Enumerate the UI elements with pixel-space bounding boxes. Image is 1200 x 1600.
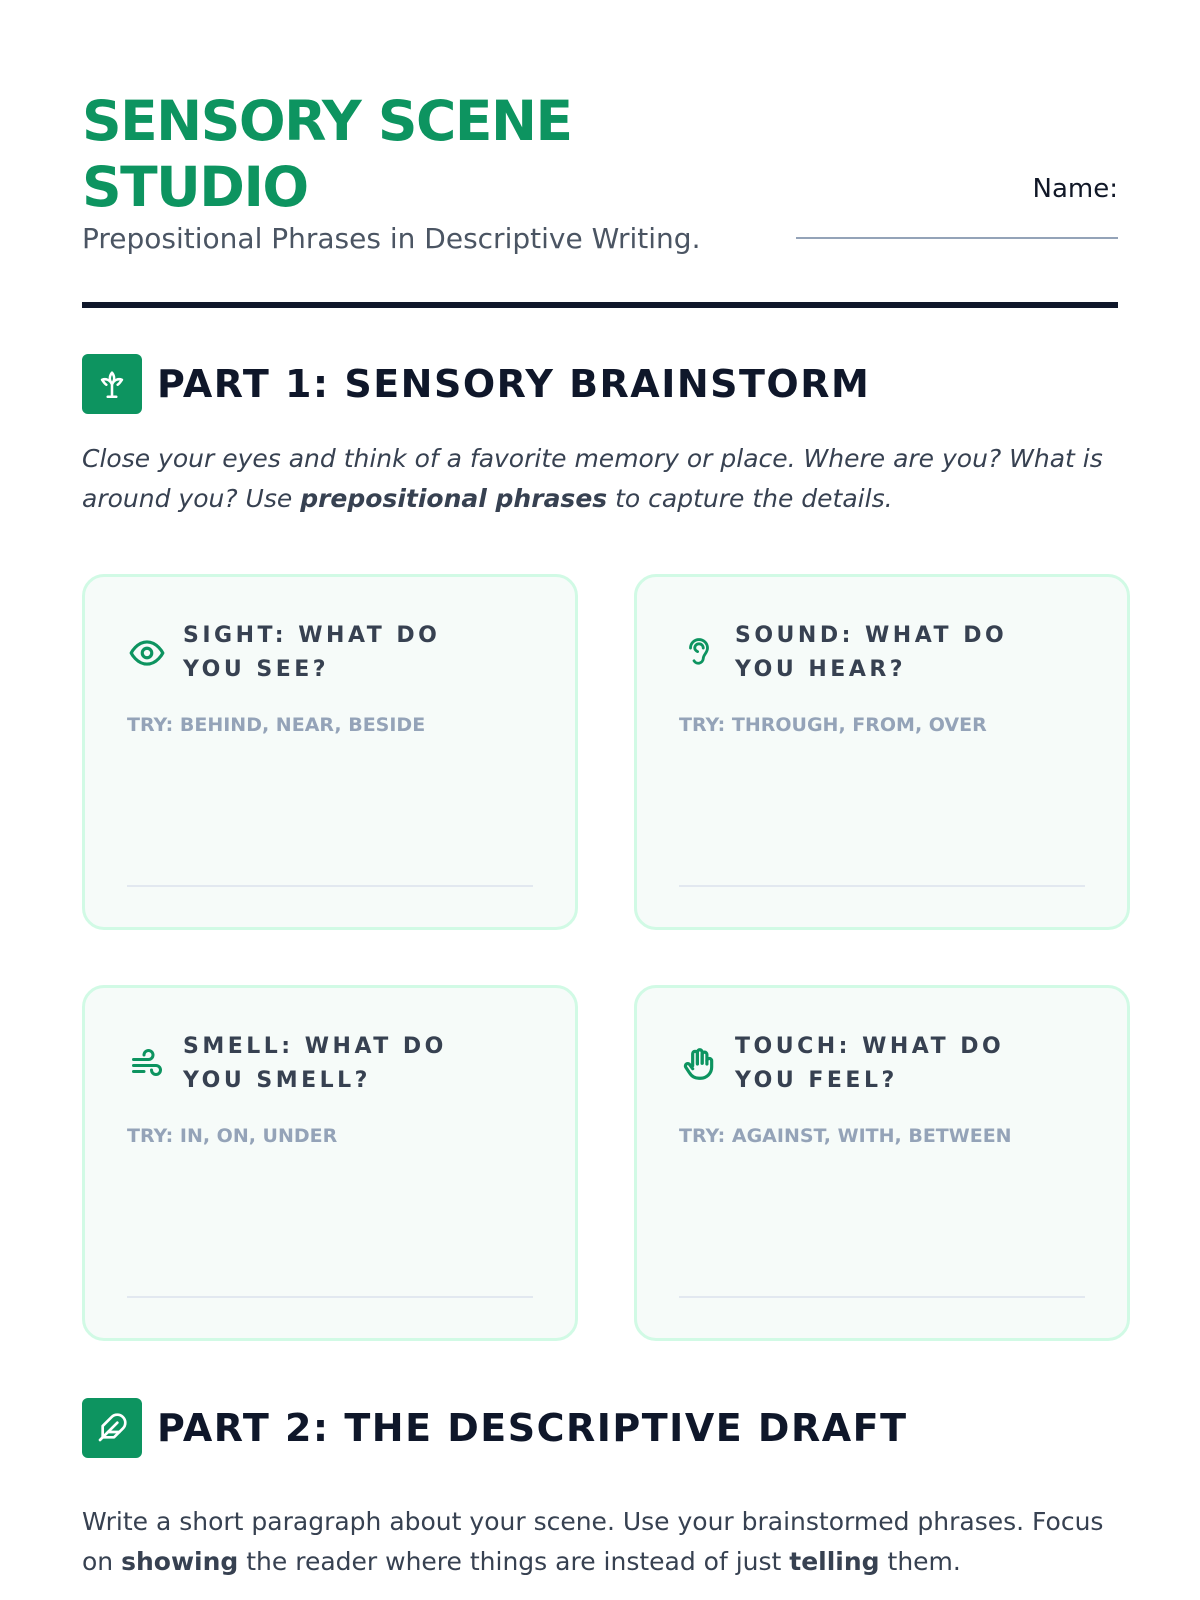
hand-icon (677, 1042, 721, 1086)
header-divider (82, 302, 1118, 308)
part2-instructions-text-b: the reader where things are instead of just (238, 1547, 790, 1576)
card-title: TOUCH: WHAT DO YOU FEEL? (735, 1034, 1005, 1093)
worksheet-header (82, 0, 1118, 310)
part2-title: PART 2: THE DESCRIPTIVE DRAFT (157, 1406, 908, 1450)
palm-tree-icon (82, 354, 142, 414)
card-title: SOUND: WHAT DO YOU HEAR? (735, 623, 1008, 682)
part1-instructions-text-a: Close your eyes and think of a favorite memory or place. Where are you? What is around you? Use (82, 444, 1103, 513)
part2-instructions (82, 1502, 1132, 1582)
part1-instructions (82, 439, 1132, 519)
part1-instructions-bold: prepositional phrases (300, 484, 608, 513)
part2-instructions-text-c: them. (879, 1547, 961, 1576)
touch-card[interactable] (634, 985, 1130, 1341)
part1-heading (82, 354, 870, 414)
card-title: SMELL: WHAT DO YOU SMELL? (183, 1034, 447, 1093)
sight-card[interactable] (82, 574, 578, 930)
part2-heading (82, 1398, 908, 1458)
card-header (677, 619, 1035, 687)
part2-instructions-bold-showing: showing (121, 1547, 239, 1576)
sound-card[interactable] (634, 574, 1130, 930)
card-answer-line[interactable] (127, 885, 533, 887)
smell-card[interactable] (82, 985, 578, 1341)
ear-icon (677, 631, 721, 675)
feather-icon (82, 1398, 142, 1458)
card-answer-line[interactable] (679, 885, 1085, 887)
part1-instructions-text-b: to capture the details. (607, 484, 893, 513)
card-answer-line[interactable] (127, 1296, 533, 1298)
card-hint: TRY: AGAINST, WITH, BETWEEN (679, 1125, 1012, 1147)
part1-title: PART 1: SENSORY BRAINSTORM (157, 362, 871, 406)
card-header (677, 1030, 1035, 1098)
card-hint: TRY: BEHIND, NEAR, BESIDE (127, 714, 426, 736)
name-label: Name: (1032, 174, 1118, 204)
card-answer-line[interactable] (679, 1296, 1085, 1298)
card-header (125, 619, 483, 687)
part2-instructions-text-a: Write a short paragraph about your scene. Use your brainstormed phrases. Focus on (82, 1507, 1104, 1576)
worksheet-title: SENSORY SCENE STUDIO (82, 89, 572, 219)
eye-icon (125, 631, 169, 675)
card-hint: TRY: IN, ON, UNDER (127, 1125, 338, 1147)
card-header (125, 1030, 483, 1098)
card-hint: TRY: THROUGH, FROM, OVER (679, 714, 987, 736)
worksheet-subtitle: Prepositional Phrases in Descriptive Writing. (82, 222, 701, 255)
card-title: SIGHT: WHAT DO YOU SEE? (183, 623, 441, 682)
wind-icon (125, 1042, 169, 1086)
part2-instructions-bold-telling: telling (789, 1547, 880, 1576)
name-field-line[interactable] (796, 237, 1118, 239)
